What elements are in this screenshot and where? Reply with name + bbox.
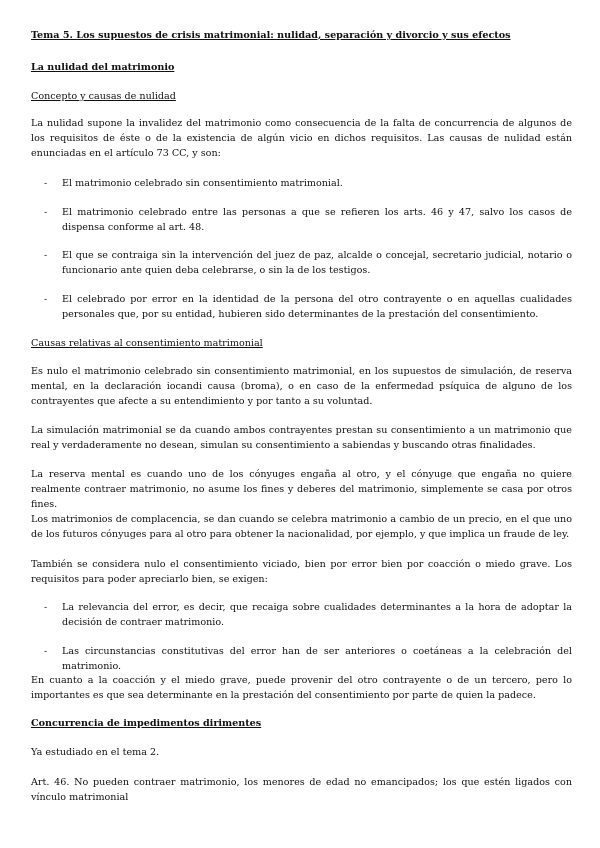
paragraph-consentimiento-viciado: También se considera nulo el consentimiento viciado, bien por error bien por coacción o miedo grave. Los requisitos para poder apreciarlo bien, se exigen: bbox=[31, 559, 572, 585]
list-item-requirement-1: La relevancia del error, es decir, que recaiga sobre cualidades determinantes a la hora de adoptar la decisión de contraer matrimonio. bbox=[62, 602, 572, 628]
list-dash: - bbox=[44, 178, 48, 189]
paragraph-simulacion: La simulación matrimonial se da cuando ambos contrayentes prestan su consentimiento a un matrimonio que real y verdaderamente no desean, simulan su consentimiento a sabiendas y buscando otras finalidades. bbox=[31, 425, 572, 451]
list-dash: - bbox=[44, 602, 48, 613]
document-title: Tema 5. Los supuestos de crisis matrimonial: nulidad, separación y divorcio y sus efectos bbox=[31, 30, 511, 41]
list-dash: - bbox=[44, 294, 48, 305]
paragraph-nulo-sin-consentimiento: Es nulo el matrimonio celebrado sin consentimiento matrimonial, en los supuestos de simulación, de reserva mental, en la declaración iocandi causa (broma), o en caso de la enfermedad psíquica de alguno de los contrayentes que afecte a su entendimiento y por tanto a su voluntad. bbox=[31, 366, 572, 407]
section-heading-impedimentos: Concurrencia de impedimentos dirimentes bbox=[31, 718, 262, 729]
list-item-cause-3: El que se contraiga sin la intervención del juez de paz, alcalde o concejal, secretario judicial, notario o funcionario ante quien deba celebrarse, o sin la de los testigos. bbox=[62, 250, 572, 276]
list-item-cause-2: El matrimonio celebrado entre las personas a que se refieren los arts. 46 y 47, salvo los casos de dispensa conforme al art. 48. bbox=[62, 207, 572, 233]
paragraph-reserva-mental: La reserva mental es cuando uno de los cónyuges engaña al otro, y el cónyuge que engaña no quiere realmente contraer matrimonio, no asume los fines y deberes del matrimonio, simplemente se casa por otros fines. bbox=[31, 469, 572, 510]
subheading-causas-relativas: Causas relativas al consentimiento matrimonial bbox=[31, 338, 263, 349]
paragraph-concepto: La nulidad supone la invalidez del matrimonio como consecuencia de la falta de concurrencia de algunos de los requisitos de éste o de la existencia de algún vicio en dichos requisitos. Las causas de nulidad están enunciadas en el artículo 73 CC, y son: bbox=[31, 118, 572, 159]
list-dash: - bbox=[44, 646, 48, 657]
paragraph-complacencia: Los matrimonios de complacencia, se dan cuando se celebra matrimonio a cambio de un precio, en el que uno de los futuros cónyuges para al otro para obtener la nacionalidad, por ejemplo, y que implica un fraude de ley. bbox=[31, 514, 572, 540]
list-dash: - bbox=[44, 207, 48, 218]
list-item-cause-1: El matrimonio celebrado sin consentimiento matrimonial. bbox=[62, 178, 343, 189]
paragraph-ya-estudiado: Ya estudiado en el tema 2. bbox=[31, 747, 160, 758]
list-dash: - bbox=[44, 250, 48, 261]
list-item-cause-4: El celebrado por error en la identidad de la persona del otro contrayente o en aquellas cualidades personales que, por su entidad, hubieren sido determinantes de la prestación del consentimiento. bbox=[62, 294, 572, 320]
section-heading-nulidad: La nulidad del matrimonio bbox=[31, 62, 175, 73]
subheading-concepto: Concepto y causas de nulidad bbox=[31, 91, 176, 102]
paragraph-art-46: Art. 46. No pueden contraer matrimonio, los menores de edad no emancipados; los que estén ligados con vínculo matrimonial bbox=[31, 777, 572, 803]
paragraph-coaccion: En cuanto a la coacción y el miedo grave, puede provenir del otro contrayente o de un tercero, pero lo importantes es que sea determinante en la prestación del consentimiento por parte de quien la padece. bbox=[31, 675, 572, 701]
list-item-requirement-2: Las circunstancias constitutivas del error han de ser anteriores o coetáneas a la celebración del matrimonio. bbox=[62, 646, 572, 672]
